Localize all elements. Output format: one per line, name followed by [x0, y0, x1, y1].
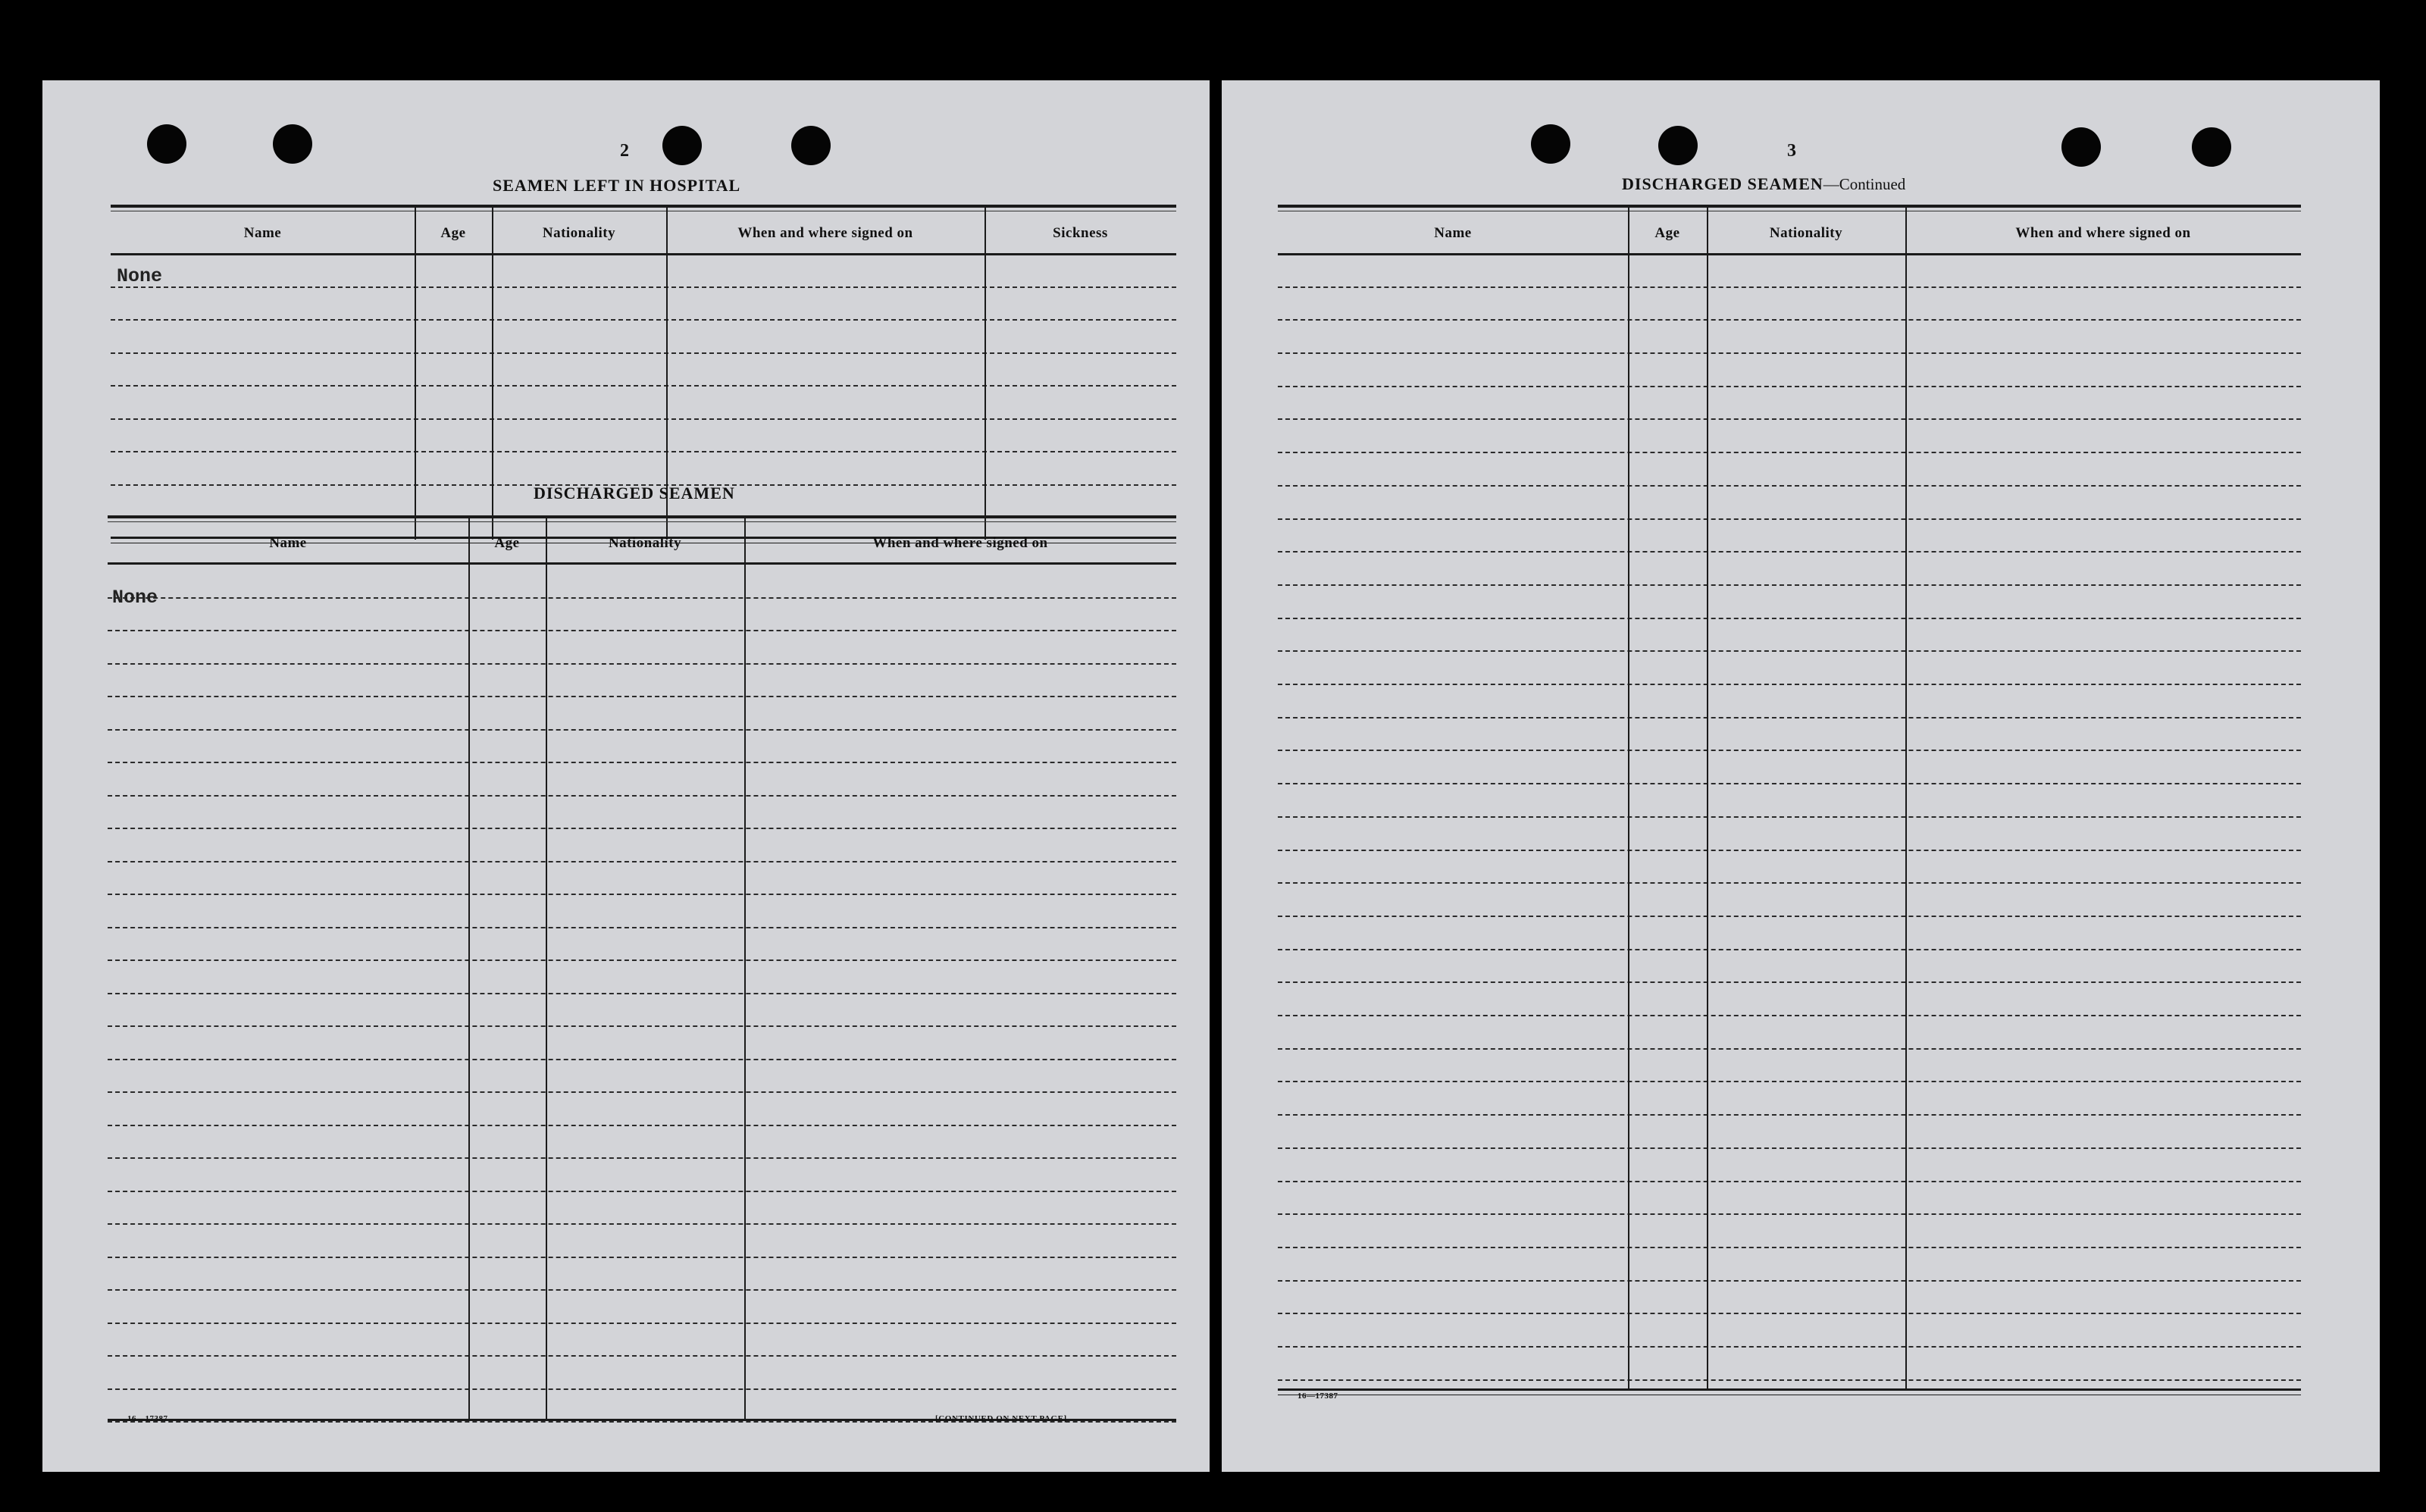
- table-row: [1278, 949, 2301, 984]
- continued-suffix: —Continued: [1823, 175, 1906, 193]
- column-header-nationality: Nationality: [608, 535, 682, 551]
- table-row: [108, 1091, 1176, 1126]
- discharged-section-title: DISCHARGED SEAMEN: [534, 484, 735, 502]
- table-row: [1278, 419, 2301, 454]
- table-row: [108, 1059, 1176, 1094]
- punch-hole: [1531, 124, 1570, 164]
- table-row: [111, 418, 1176, 453]
- column-header-age: Age: [494, 535, 520, 551]
- table-row: [108, 927, 1176, 962]
- hospital-table-header: [111, 214, 1176, 255]
- table-row: [1278, 1280, 2301, 1315]
- table-row: [1278, 253, 2301, 288]
- table-row: [108, 959, 1176, 994]
- column-header-nationality: Nationality: [1769, 225, 1843, 241]
- column-header-age: Age: [1654, 225, 1680, 241]
- table-row: [1278, 1082, 2301, 1116]
- table-row: [108, 1223, 1176, 1258]
- table-row: [108, 1323, 1176, 1357]
- table-row: [108, 861, 1176, 896]
- hospital-section-title: SEAMEN LEFT IN HOSPITAL: [493, 176, 741, 195]
- table-row: [1278, 485, 2301, 520]
- table-row: [108, 1257, 1176, 1291]
- table-row: [108, 663, 1176, 698]
- table-row: [108, 1157, 1176, 1192]
- discharged-table: [108, 515, 1176, 1425]
- table-row: [108, 1025, 1176, 1060]
- punch-hole: [147, 124, 186, 164]
- column-header-name: Name: [269, 535, 307, 551]
- table-row: [111, 253, 1176, 288]
- table-row: [1278, 750, 2301, 785]
- discharged-table-header: [108, 524, 1176, 565]
- column-header-nationality: Nationality: [542, 225, 616, 241]
- table-row: [108, 795, 1176, 830]
- column-header-when-where: When and where signed on: [737, 225, 913, 241]
- table-row: [1278, 1247, 2301, 1282]
- table-row: [108, 597, 1176, 632]
- table-row: [1278, 684, 2301, 718]
- table-row: [108, 1191, 1176, 1226]
- page-number: 2: [620, 141, 630, 161]
- discharged-continued-header: [1278, 214, 2301, 255]
- table-row: [1278, 1346, 2301, 1381]
- punch-hole: [2192, 127, 2231, 167]
- table-row: [1278, 1181, 2301, 1216]
- table-row: [1278, 783, 2301, 818]
- table-row: [1278, 386, 2301, 421]
- punch-hole: [662, 126, 702, 165]
- table-row: [1278, 1048, 2301, 1083]
- table-row: [108, 1125, 1176, 1160]
- continued-note: [CONTINUED ON NEXT PAGE]: [935, 1414, 1067, 1423]
- table-row: [108, 894, 1176, 928]
- table-row: [1278, 1213, 2301, 1248]
- table-row: [1278, 816, 2301, 851]
- table-row: [108, 729, 1176, 764]
- table-row: [1278, 850, 2301, 884]
- table-row: [111, 319, 1176, 354]
- table-row: [1278, 618, 2301, 653]
- column-header-when-where: When and where signed on: [872, 535, 1048, 551]
- table-row: [111, 385, 1176, 420]
- table-row: [1278, 981, 2301, 1016]
- column-header-sickness: Sickness: [1053, 225, 1108, 241]
- table-row: [108, 828, 1176, 862]
- table-row: [1278, 584, 2301, 619]
- discharged-continued-title: [1622, 174, 1905, 194]
- form-code: 16—17387: [127, 1414, 168, 1423]
- table-row: [1278, 1147, 2301, 1182]
- punch-hole: [2061, 127, 2101, 167]
- table-row: [108, 762, 1176, 797]
- table-row: [1278, 1114, 2301, 1149]
- table-row: [1278, 717, 2301, 752]
- table-row: [108, 1289, 1176, 1324]
- page-number: 3: [1787, 141, 1797, 161]
- table-row: [1278, 352, 2301, 387]
- form-code: 16—17387: [1298, 1391, 1338, 1401]
- table-row: [108, 1355, 1176, 1390]
- table-row: [1278, 518, 2301, 553]
- table-row: [1278, 650, 2301, 685]
- punch-hole: [273, 124, 312, 164]
- right-page: [1222, 80, 2380, 1472]
- table-row: [1278, 319, 2301, 354]
- table-row: [1278, 882, 2301, 917]
- table-row: [108, 564, 1176, 599]
- punch-hole: [791, 126, 831, 165]
- punch-hole: [1658, 126, 1698, 165]
- table-row: [1278, 452, 2301, 487]
- column-header-name: Name: [1434, 225, 1472, 241]
- discharged-entry-none: None: [112, 587, 158, 609]
- discharged-title-text: DISCHARGED SEAMEN: [1622, 174, 1823, 193]
- table-row: [1278, 551, 2301, 586]
- table-row: [108, 993, 1176, 1028]
- left-page: [42, 80, 1210, 1472]
- column-header-name: Name: [243, 225, 282, 241]
- column-header-when-where: When and where signed on: [2015, 225, 2191, 241]
- table-row: [108, 630, 1176, 665]
- table-row: [111, 352, 1176, 387]
- discharged-continued-table: [1278, 205, 2301, 1402]
- hospital-entry-none: None: [117, 265, 163, 287]
- table-row: [111, 451, 1176, 486]
- table-row: [1278, 286, 2301, 321]
- table-row: [1278, 1313, 2301, 1348]
- table-row: [1278, 916, 2301, 950]
- table-row: [1278, 1015, 2301, 1050]
- table-row: [111, 286, 1176, 321]
- table-row: [108, 696, 1176, 731]
- column-header-age: Age: [440, 225, 466, 241]
